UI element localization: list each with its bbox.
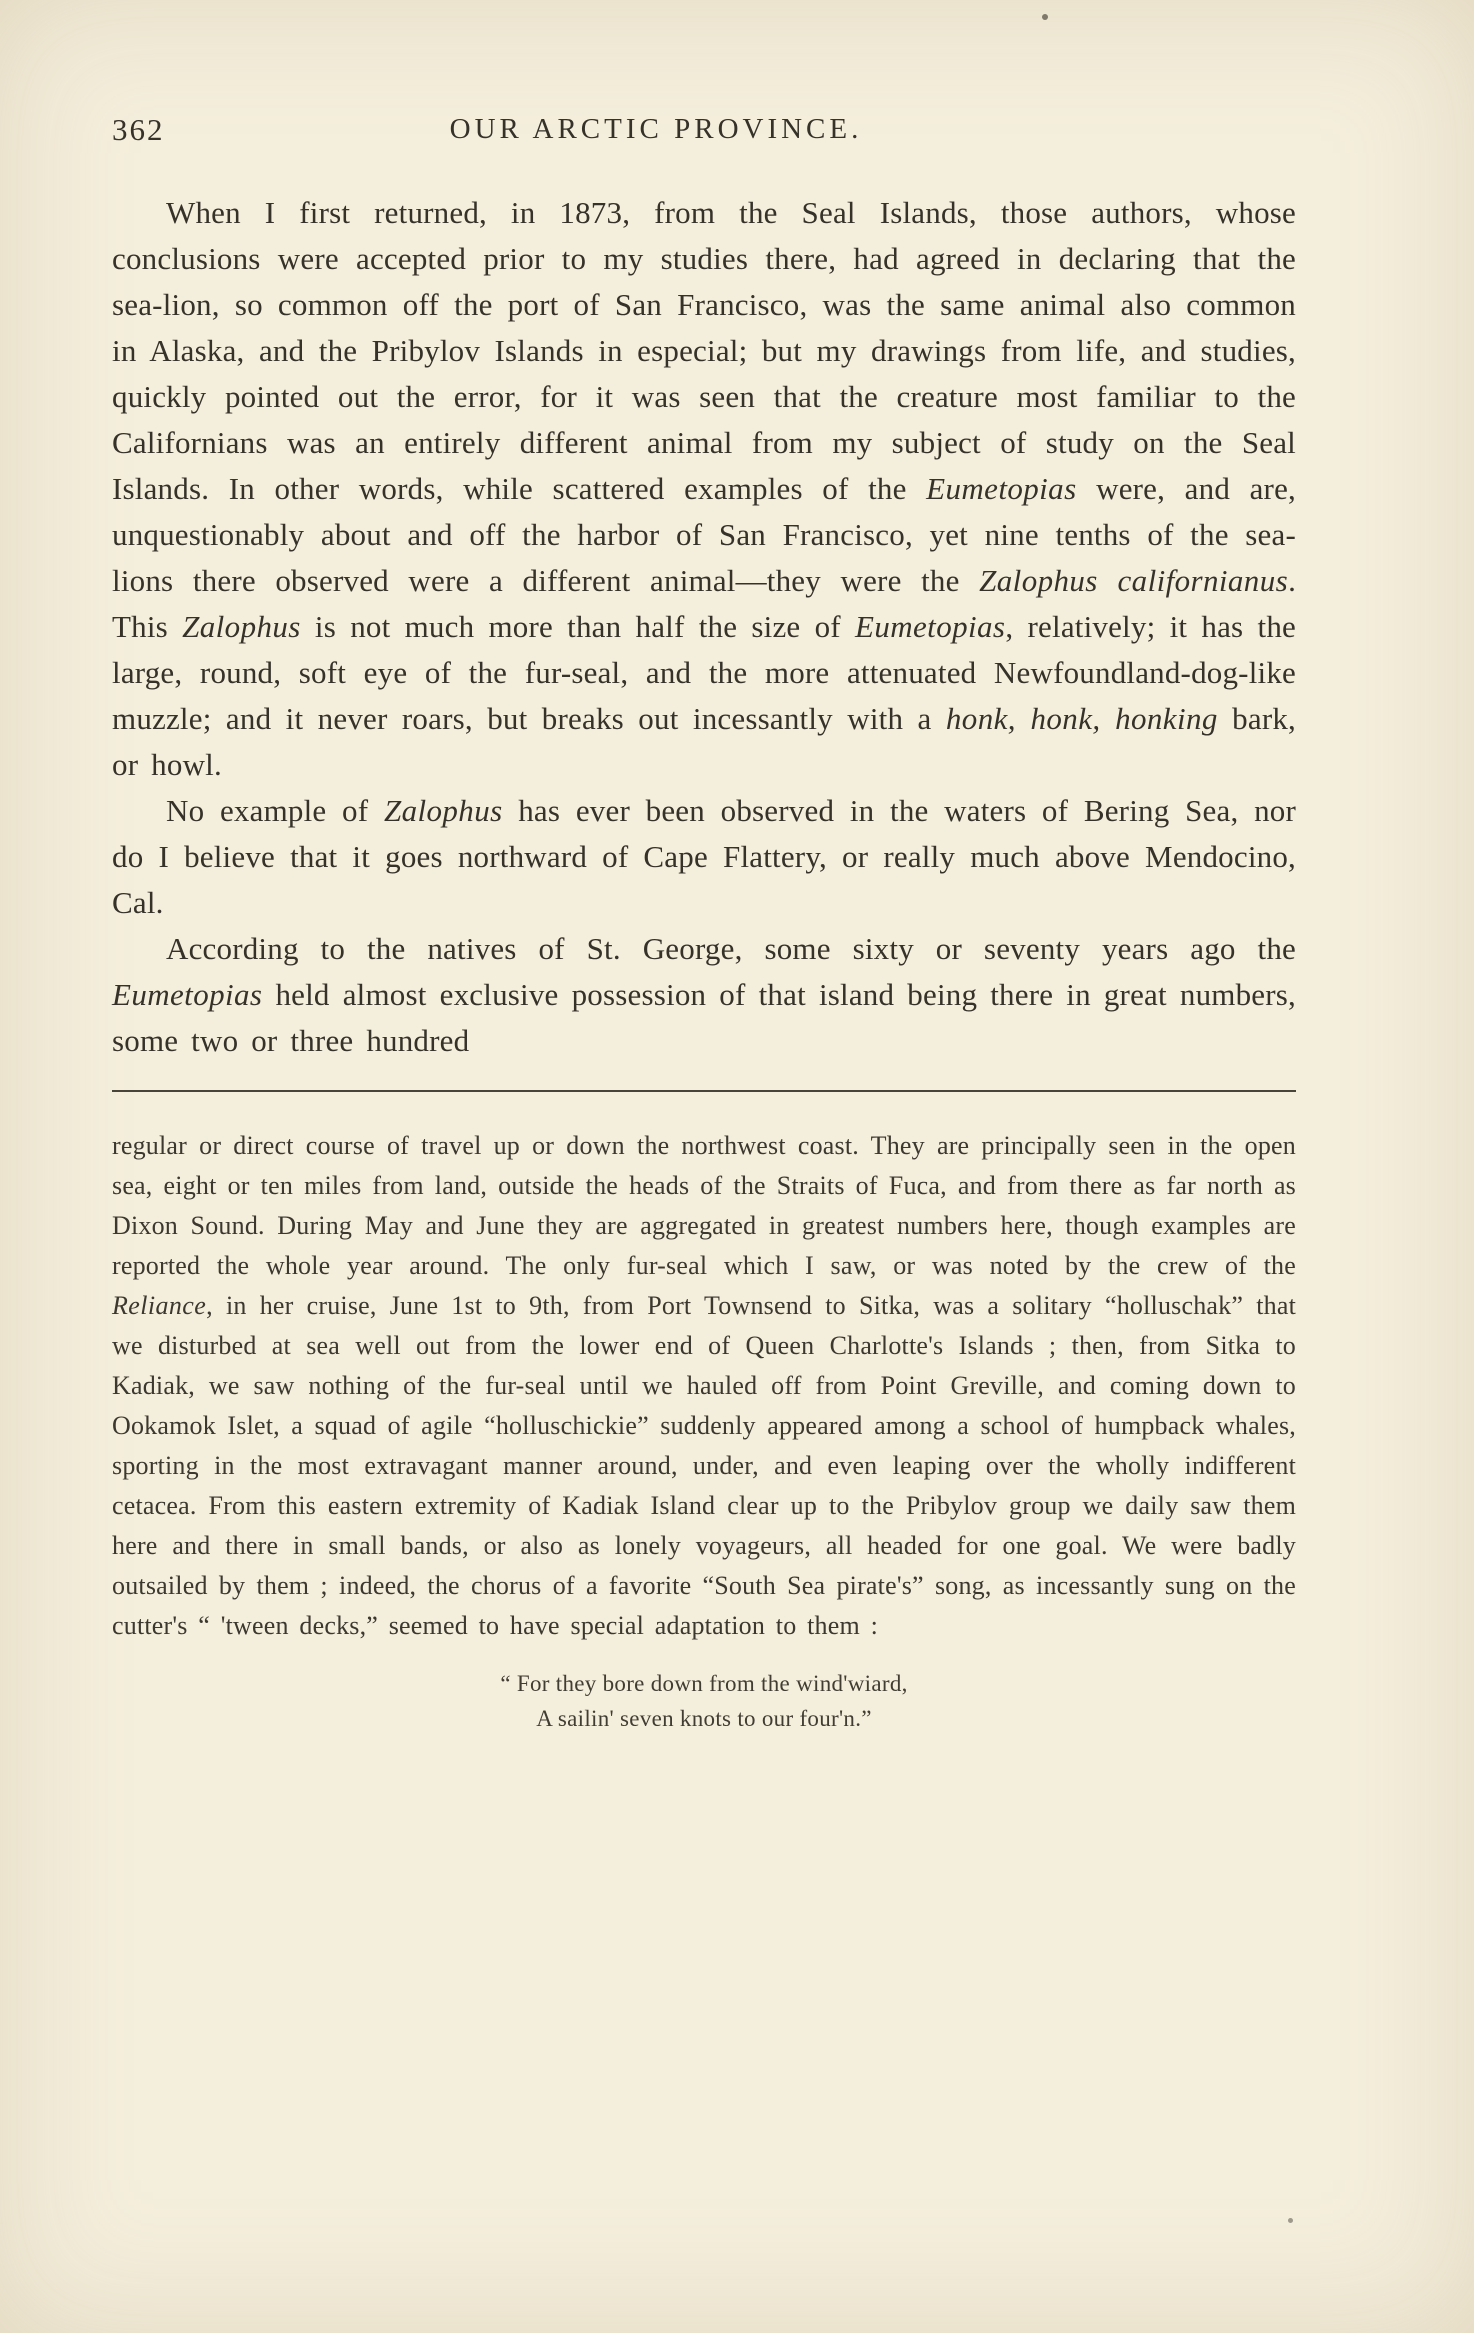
verse-line: A sailin' seven knots to our four'n.” xyxy=(536,1706,872,1731)
verse-line: “ For they bore down from the wind'wiard, xyxy=(500,1671,908,1696)
body-paragraph: When I first returned, in 1873, from the Seal Islands, those authors, whose conclusions were accepted prior to my studies there, had agreed in declaring that the sea-lion, so common off the port of San Francisco, was the same animal also common in Alaska, and the Pribylov Islands in especial; but my drawings from life, and studies, quickly pointed out the error, for it was seen that the creature most familiar to the Californians was an entirely different animal from my subject of study on the Seal Islands. In other words, while scattered examples of the Eumetopias were, and are, unquestionably about and off the harbor of San Francisco, yet nine tenths of the sea-lions there observed were a different animal—they were the Zalophus californianus. This Zalophus is not much more than half the size of Eumetopias, relatively; it has the large, round, soft eye of the fur-seal, and the more attenuated Newfoundland-dog-like muzzle; and it never roars, but breaks out incessantly with a honk, honk, honking bark, or howl. xyxy=(112,195,1297,782)
page-number: 362 xyxy=(112,112,165,147)
footnote xyxy=(112,1126,1296,1736)
body-paragraph: No example of Zalophus has ever been observed in the waters of Bering Sea, nor do I believe that it goes northward of Cape Flattery, or really much above Mendocino, Cal. xyxy=(112,793,1296,920)
footnote-verse xyxy=(112,1666,1296,1736)
ink-speck xyxy=(1288,2218,1293,2223)
footnote-paragraph: regular or direct course of travel up or down the northwest coast. They are principally seen in the open sea, eight or ten miles from land, outside the heads of the Straits of Fuca, and from there as far north as Dixon Sound. During May and June they are aggregated in greatest numbers here, though examples are reported the whole year around. The only fur-seal which I saw, or was noted by the crew of the Reliance, in her cruise, June 1st to 9th, from Port Townsend to Sitka, was a solitary “holluschak” that we disturbed at sea well out from the lower end of Queen Charlotte's Islands ; then, from Sitka to Kadiak, we saw nothing of the fur-seal until we hauled off from Point Greville, and coming down to Ookamok Islet, a squad of agile “holluschickie” suddenly appeared among a school of humpback whales, sporting in the most extravagant manner around, under, and even leaping over the wholly indifferent cetacea. From this eastern extremity of Kadiak Island clear up to the Pribylov group we daily saw them here and there in small bands, or also as lonely voyageurs, all headed for one goal. We were badly outsailed by them ; indeed, the chorus of a favorite “South Sea pirate's” song, as incessantly sung on the cutter's “ 'tween decks,” seemed to have special adaptation to them : xyxy=(112,1131,1296,1640)
ink-speck xyxy=(1042,14,1048,20)
page-header xyxy=(112,112,1296,160)
page-body xyxy=(112,190,1296,1064)
running-title: OUR ARCTIC PROVINCE. xyxy=(449,113,863,145)
body-paragraph: According to the natives of St. George, some sixty or seventy years ago the Eumetopias held almost exclusive possession of that island being there in great numbers, some two or three hundred xyxy=(112,931,1296,1058)
footnote-rule xyxy=(112,1090,1296,1092)
